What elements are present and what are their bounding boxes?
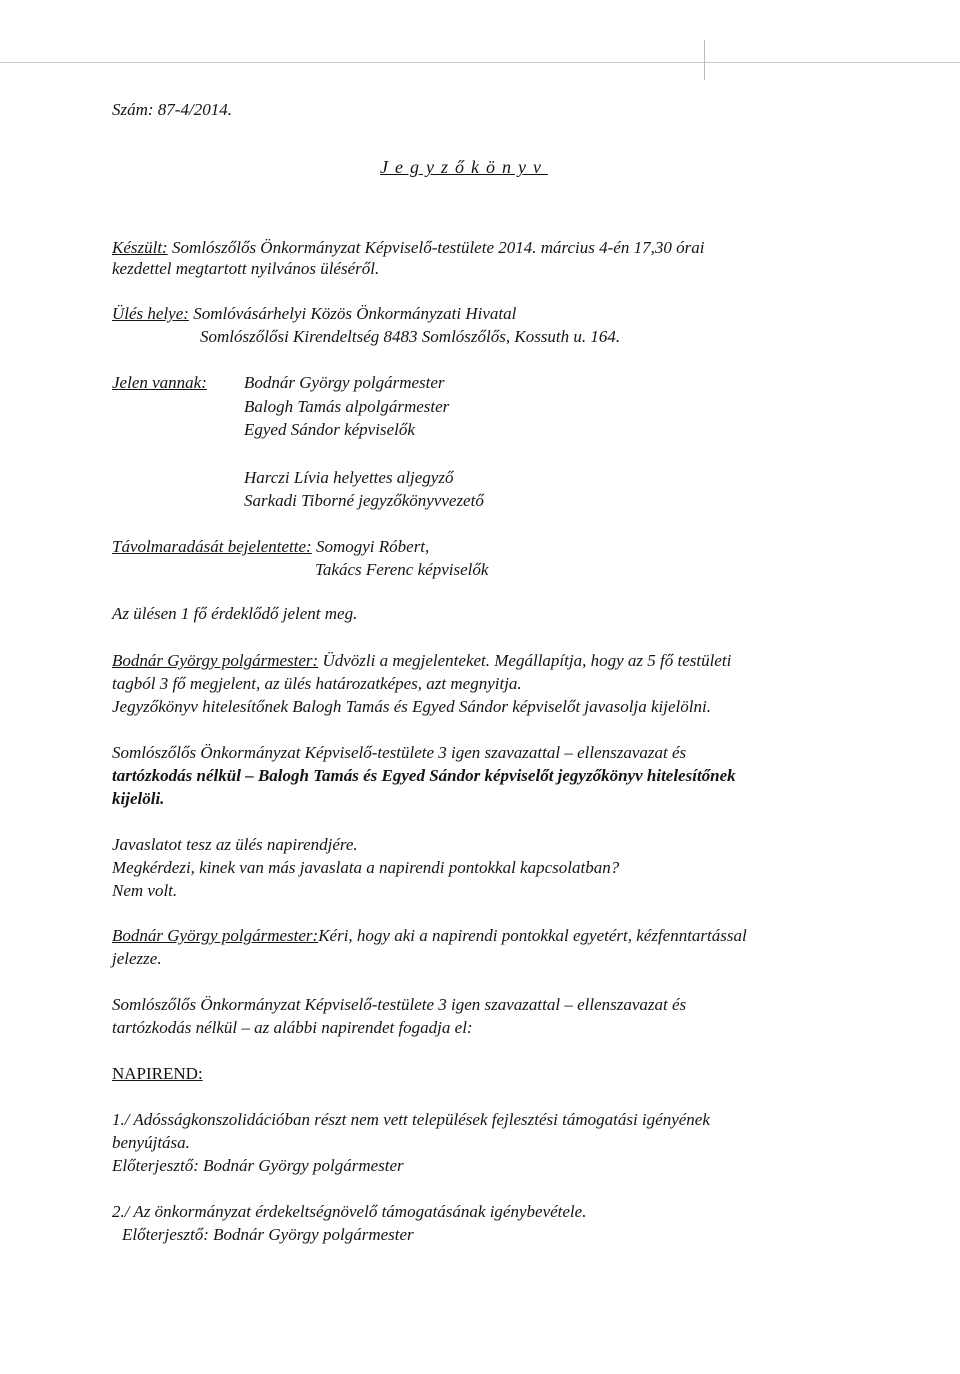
jelen-staff-1: Harczi Lívia helyettes aljegyző (244, 468, 454, 487)
ules-helye-line-1 (112, 304, 516, 324)
p2-line-1: Somlószőlős Önkormányzat Képviselő-testülete 3 igen szavazattal – ellenszavazat és (112, 743, 687, 762)
p3-line-2: Megkérdezi, kinek van más javaslata a napirendi pontokkal kapcsolatban? (112, 858, 620, 877)
ules-helye-line-2: Somlószőlősi Kirendeltség 8483 Somlószőlős, Kossuth u. 164. (200, 327, 621, 346)
keszult-line-2: kezdettel megtartott nyilvános üléséről. (112, 259, 380, 278)
agenda-item-1-presenter: Előterjesztő: Bodnár György polgármester (112, 1156, 404, 1175)
keszult-text: Somlószőlős Önkormányzat Képviselő-testülete 2014. március 4-én 17,30 órai (171, 238, 705, 257)
p4-line-2: jelezze. (112, 949, 162, 968)
p3-line-1: Javaslatot tesz az ülés napirendjére. (112, 835, 358, 854)
agenda-item-1-line-2: benyújtása. (112, 1133, 190, 1152)
jelen-label: Jelen vannak: (112, 373, 207, 392)
scan-border-line (0, 62, 960, 63)
p1-line-2: tagból 3 fő megjelent, az ülés határozatképes, azt megnyitja. (112, 674, 522, 693)
jelen-member-3: Egyed Sándor képviselők (244, 420, 415, 439)
tavol-line-2: Takács Ferenc képviselők (315, 560, 489, 579)
keszult-label: Készült: (112, 238, 168, 257)
keszult-line-1 (112, 238, 842, 258)
agenda-item-1-line-1: 1./ Adósságkonszolidációban részt nem vett települések fejlesztési támogatási igényének (112, 1110, 710, 1129)
jelen-member-2: Balogh Tamás alpolgármester (244, 397, 450, 416)
ules-helye-label: Ülés helye: (112, 304, 189, 323)
jelen-member-1: Bodnár György polgármester (244, 373, 445, 392)
p1-line-1 (112, 651, 840, 671)
scan-artifact-mark (704, 40, 705, 80)
p1-line-3: Jegyzőkönyv hitelesítőnek Balogh Tamás és Egyed Sándor képviselőt javasolja kijelölni. (112, 697, 711, 716)
tavol-line-1 (112, 537, 429, 557)
p5-line-1: Somlószőlős Önkormányzat Képviselő-testülete 3 igen szavazattal – ellenszavazat és (112, 995, 687, 1014)
document-title: Jegyzőkönyv (380, 157, 548, 177)
p4-line-1 (112, 926, 747, 946)
jelen-staff-2: Sarkadi Tiborné jegyzőkönyvvezető (244, 491, 484, 510)
tavol-text: Somogyi Róbert, (315, 537, 430, 556)
erdeklodo-line: Az ülésen 1 fő érdeklődő jelent meg. (112, 604, 358, 623)
p4-speaker-label: Bodnár György polgármester: (112, 926, 319, 945)
p2-line-2: tartózkodás nélkül – Balogh Tamás és Egyed Sándor képviselőt jegyzőkönyv hitelesítőnek (112, 766, 736, 785)
p4-text: Kéri, hogy aki a napirendi pontokkal egyetért, kézfenntartással (318, 926, 747, 945)
p2-line-3: kijelöli. (112, 789, 165, 808)
p1-speaker-label: Bodnár György polgármester: (112, 651, 319, 670)
tavol-label: Távolmaradását bejelentette: (112, 537, 312, 556)
document-number: Szám: 87-4/2014. (112, 100, 232, 119)
agenda-item-2-line-1: 2./ Az önkormányzat érdekeltségnövelő támogatásának igénybevétele. (112, 1202, 587, 1221)
p3-line-3: Nem volt. (112, 881, 178, 900)
agenda-item-2-presenter: Előterjesztő: Bodnár György polgármester (122, 1225, 414, 1244)
p5-line-2: tartózkodás nélkül – az alábbi napirendet fogadja el: (112, 1018, 473, 1037)
napirend-heading: NAPIREND: (112, 1064, 203, 1083)
p1-text: Üdvözli a megjelenteket. Megállapítja, hogy az 5 fő testületi (322, 651, 732, 670)
ules-helye-text: Somlóvásárhelyi Közös Önkormányzati Hivatal (193, 304, 517, 323)
